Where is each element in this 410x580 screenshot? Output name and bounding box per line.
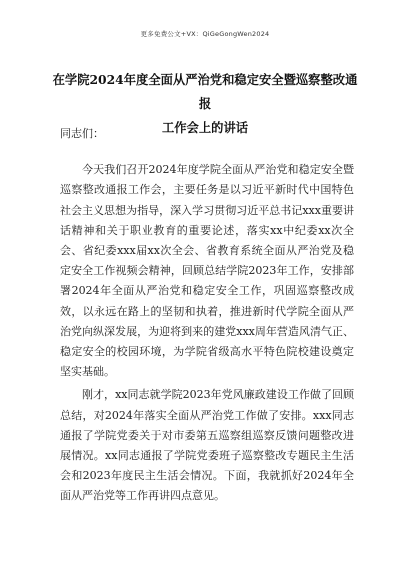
- document-body: [60, 124, 354, 507]
- salutation: 同志们：: [60, 127, 104, 140]
- body-paragraph-2: 刚才，xx同志就学院2023年党风廉政建设工作做了回顾总结，对2024年落实全面从严治党工作做了安排。xxx同志通报了学院党委关于对市委第五巡察组巡察反馈问题整改进展情况。xx同志通报了学院党委班子巡察整改专题民主生活会和2023年度民主生活会情况。下面，我就抓好2024年全面从严治党等工作再讲四点意见。: [60, 388, 354, 503]
- title-line-1: 在学院2024年度全面从严治党和稳定安全暨巡察整改通报: [52, 72, 358, 111]
- header-note: 更多免费公文+VX：QiGeGongWen2024: [140, 30, 270, 38]
- body-paragraph-1: 今天我们召开2024年度学院全面从严治党和稳定安全暨巡察整改通报工作会，主要任务是以习近平新时代中国特色社会主义思想为指导，深入学习贯彻习近平总书记xxx重要讲话精神和关于职业教育的重要论述，落实xx中纪委xx次全会、省纪委xxx届xx次全会、省教育系统全面从严治党及稳定安全工作视频会精神，回顾总结学院2023年工作，安排部署2024年全面从严治党和稳定安全工作，巩固巡察整改成效，以永远在路上的坚韧和执着，推进新时代学院全面从严治党向纵深发展，为迎将到来的建党xxx周年营造风清气正、稳定安全的校园环境，为学院省级高水平特色院校建设奠定坚实基础。: [60, 163, 354, 379]
- title-line-2: 工作会上的讲话: [161, 120, 249, 135]
